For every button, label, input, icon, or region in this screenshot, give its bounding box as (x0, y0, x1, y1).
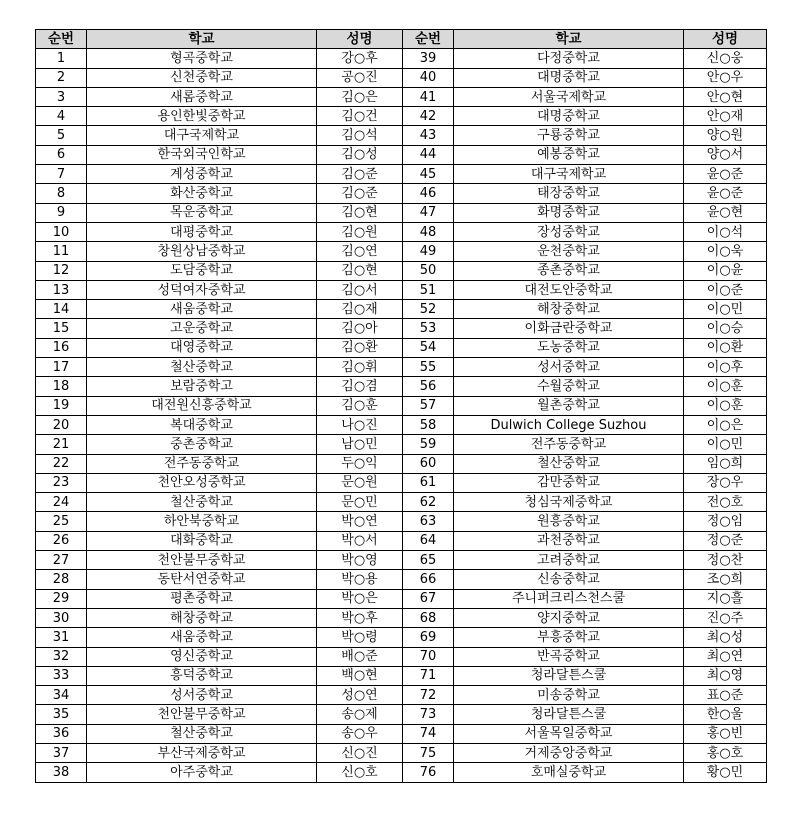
school-name-left: 복대중학교 (87, 415, 317, 434)
table-row (36, 435, 767, 454)
school-name-right: 대전도안중학교 (454, 280, 684, 299)
entry-no-left: 15 (36, 319, 87, 338)
school-name-right: 청라달튼스쿨 (454, 705, 684, 724)
entry-no-left: 11 (36, 242, 87, 261)
school-name-right: 주니퍼크리스천스쿨 (454, 589, 684, 608)
student-name-right: 정○임 (684, 512, 767, 531)
table-row (36, 87, 767, 106)
school-name-left: 대평중학교 (87, 222, 317, 241)
table-row (36, 763, 767, 782)
school-name-left: 천안불무중학교 (87, 705, 317, 724)
school-name-right: 과천중학교 (454, 531, 684, 550)
entry-no-left: 14 (36, 300, 87, 319)
table-row (36, 358, 767, 377)
school-name-left: 대화중학교 (87, 531, 317, 550)
entry-no-left: 29 (36, 589, 87, 608)
entry-no-right: 39 (403, 49, 454, 68)
school-name-left: 전주동중학교 (87, 454, 317, 473)
school-name-left: 창원상남중학교 (87, 242, 317, 261)
student-name-right: 정○찬 (684, 551, 767, 570)
entry-no-right: 46 (403, 184, 454, 203)
student-name-right: 홍○빈 (684, 724, 767, 743)
student-name-right: 윤○현 (684, 203, 767, 222)
table-row (36, 222, 767, 241)
student-name-left: 신○진 (317, 743, 403, 762)
school-name-right: 원흥중학교 (454, 512, 684, 531)
student-name-right: 조○희 (684, 570, 767, 589)
student-name-left: 나○진 (317, 415, 403, 434)
student-name-left: 강○후 (317, 49, 403, 68)
school-name-left: 부산국제중학교 (87, 743, 317, 762)
entry-no-right: 63 (403, 512, 454, 531)
student-name-left: 박○영 (317, 551, 403, 570)
school-name-left: 철산중학교 (87, 493, 317, 512)
school-name-left: 영신중학교 (87, 647, 317, 666)
student-name-right: 황○민 (684, 763, 767, 782)
entry-no-left: 32 (36, 647, 87, 666)
entry-no-left: 22 (36, 454, 87, 473)
school-name-right: 양지중학교 (454, 608, 684, 627)
school-name-right: 이화금란중학교 (454, 319, 684, 338)
student-name-right: 전○호 (684, 493, 767, 512)
school-name-right: 성서중학교 (454, 358, 684, 377)
table-row (36, 666, 767, 685)
student-name-right: 표○준 (684, 686, 767, 705)
school-name-right: 전주동중학교 (454, 435, 684, 454)
student-name-right: 이○석 (684, 222, 767, 241)
school-name-left: 한국외국인학교 (87, 145, 317, 164)
school-name-left: 목운중학교 (87, 203, 317, 222)
table-row (36, 415, 767, 434)
student-name-right: 이○민 (684, 435, 767, 454)
entry-no-right: 72 (403, 686, 454, 705)
header-school-left: 학교 (87, 30, 317, 49)
student-name-right: 안○우 (684, 68, 767, 87)
student-name-right: 정○준 (684, 531, 767, 550)
school-name-right: 예봉중학교 (454, 145, 684, 164)
student-name-right: 이○훈 (684, 377, 767, 396)
entry-no-right: 61 (403, 473, 454, 492)
school-name-left: 도담중학교 (87, 261, 317, 280)
table-row (36, 396, 767, 415)
entry-no-right: 54 (403, 338, 454, 357)
student-list-table (35, 29, 767, 783)
entry-no-right: 67 (403, 589, 454, 608)
entry-no-right: 74 (403, 724, 454, 743)
student-name-right: 안○현 (684, 87, 767, 106)
student-name-right: 이○윤 (684, 261, 767, 280)
entry-no-left: 7 (36, 165, 87, 184)
entry-no-left: 36 (36, 724, 87, 743)
table-row (36, 165, 767, 184)
school-name-right: 서울국제학교 (454, 87, 684, 106)
school-name-left: 동탄서연중학교 (87, 570, 317, 589)
school-name-right: 화명중학교 (454, 203, 684, 222)
header-name-left: 성명 (317, 30, 403, 49)
table-row (36, 68, 767, 87)
student-name-left: 남○민 (317, 435, 403, 454)
entry-no-right: 68 (403, 608, 454, 627)
entry-no-left: 30 (36, 608, 87, 627)
student-name-left: 성○연 (317, 686, 403, 705)
entry-no-left: 35 (36, 705, 87, 724)
school-name-right: 대구국제학교 (454, 165, 684, 184)
school-name-left: 보람중학고 (87, 377, 317, 396)
student-name-left: 박○서 (317, 531, 403, 550)
school-name-right: 태장중학교 (454, 184, 684, 203)
school-name-right: 철산중학교 (454, 454, 684, 473)
entry-no-right: 42 (403, 107, 454, 126)
school-name-left: 철산중학교 (87, 724, 317, 743)
student-name-right: 이○승 (684, 319, 767, 338)
header-school-right: 학교 (454, 30, 684, 49)
student-name-left: 공○진 (317, 68, 403, 87)
entry-no-right: 50 (403, 261, 454, 280)
table-row (36, 338, 767, 357)
header-no-left: 순번 (36, 30, 87, 49)
entry-no-left: 21 (36, 435, 87, 454)
school-name-left: 대구국제학교 (87, 126, 317, 145)
student-name-left: 박○은 (317, 589, 403, 608)
student-name-right: 지○흘 (684, 589, 767, 608)
entry-no-right: 70 (403, 647, 454, 666)
entry-no-left: 16 (36, 338, 87, 357)
table-row (36, 493, 767, 512)
student-name-right: 홍○호 (684, 743, 767, 762)
entry-no-left: 4 (36, 107, 87, 126)
school-name-right: 호매실중학교 (454, 763, 684, 782)
table-body (36, 49, 767, 782)
school-name-right: 감만중학교 (454, 473, 684, 492)
table-row (36, 377, 767, 396)
entry-no-left: 18 (36, 377, 87, 396)
entry-no-right: 73 (403, 705, 454, 724)
entry-no-left: 9 (36, 203, 87, 222)
school-name-left: 새움중학교 (87, 300, 317, 319)
entry-no-right: 45 (403, 165, 454, 184)
entry-no-left: 34 (36, 686, 87, 705)
student-name-left: 김○휘 (317, 358, 403, 377)
school-name-left: 고운중학교 (87, 319, 317, 338)
table-row (36, 589, 767, 608)
student-name-left: 김○아 (317, 319, 403, 338)
school-name-right: 반곡중학교 (454, 647, 684, 666)
student-name-right: 신○웅 (684, 49, 767, 68)
school-name-right: 다정중학교 (454, 49, 684, 68)
entry-no-right: 47 (403, 203, 454, 222)
entry-no-left: 1 (36, 49, 87, 68)
student-name-right: 최○연 (684, 647, 767, 666)
entry-no-left: 27 (36, 551, 87, 570)
entry-no-left: 5 (36, 126, 87, 145)
school-name-left: 성덕여자중학교 (87, 280, 317, 299)
table-row (36, 628, 767, 647)
entry-no-left: 8 (36, 184, 87, 203)
table-row (36, 512, 767, 531)
student-name-right: 이○민 (684, 300, 767, 319)
table-row (36, 49, 767, 68)
entry-no-right: 40 (403, 68, 454, 87)
student-name-right: 이○준 (684, 280, 767, 299)
student-name-left: 김○겸 (317, 377, 403, 396)
table-row (36, 319, 767, 338)
student-name-right: 안○재 (684, 107, 767, 126)
entry-no-right: 62 (403, 493, 454, 512)
entry-no-right: 57 (403, 396, 454, 415)
entry-no-right: 55 (403, 358, 454, 377)
entry-no-left: 3 (36, 87, 87, 106)
entry-no-right: 66 (403, 570, 454, 589)
student-name-left: 김○연 (317, 242, 403, 261)
school-name-right: 미송중학교 (454, 686, 684, 705)
entry-no-right: 75 (403, 743, 454, 762)
student-name-left: 김○준 (317, 184, 403, 203)
entry-no-right: 41 (403, 87, 454, 106)
student-name-right: 최○성 (684, 628, 767, 647)
entry-no-right: 49 (403, 242, 454, 261)
entry-no-left: 12 (36, 261, 87, 280)
school-name-left: 하안북중학교 (87, 512, 317, 531)
entry-no-right: 43 (403, 126, 454, 145)
school-name-right: 도농중학교 (454, 338, 684, 357)
entry-no-right: 48 (403, 222, 454, 241)
entry-no-right: 69 (403, 628, 454, 647)
student-name-right: 임○희 (684, 454, 767, 473)
student-name-left: 김○건 (317, 107, 403, 126)
student-name-right: 이○후 (684, 358, 767, 377)
table-row (36, 300, 767, 319)
entry-no-left: 37 (36, 743, 87, 762)
school-name-left: 신천중학교 (87, 68, 317, 87)
school-name-left: 대전원신흥중학교 (87, 396, 317, 415)
entry-no-left: 2 (36, 68, 87, 87)
school-name-right: 구룡중학교 (454, 126, 684, 145)
school-name-left: 흥덕중학교 (87, 666, 317, 685)
entry-no-right: 58 (403, 415, 454, 434)
table-row (36, 280, 767, 299)
school-name-left: 새움중학교 (87, 628, 317, 647)
student-name-left: 김○현 (317, 261, 403, 280)
school-name-left: 천안불무중학교 (87, 551, 317, 570)
school-name-right: 대명중학교 (454, 68, 684, 87)
school-name-right: 종촌중학교 (454, 261, 684, 280)
entry-no-right: 59 (403, 435, 454, 454)
student-name-right: 최○영 (684, 666, 767, 685)
header-name-right: 성명 (684, 30, 767, 49)
school-name-right: 청라달튼스쿨 (454, 666, 684, 685)
school-name-left: 해창중학교 (87, 608, 317, 627)
school-name-right: 청심국제중학교 (454, 493, 684, 512)
student-name-right: 이○은 (684, 415, 767, 434)
school-name-left: 중촌중학교 (87, 435, 317, 454)
entry-no-left: 19 (36, 396, 87, 415)
school-name-left: 철산중학교 (87, 358, 317, 377)
student-name-left: 김○원 (317, 222, 403, 241)
student-name-right: 장○우 (684, 473, 767, 492)
entry-no-left: 38 (36, 763, 87, 782)
table-row (36, 570, 767, 589)
student-name-left: 문○민 (317, 493, 403, 512)
student-name-left: 박○연 (317, 512, 403, 531)
entry-no-left: 13 (36, 280, 87, 299)
student-name-right: 이○훈 (684, 396, 767, 415)
student-name-right: 윤○준 (684, 165, 767, 184)
entry-no-right: 60 (403, 454, 454, 473)
student-name-left: 김○성 (317, 145, 403, 164)
student-list-container (35, 29, 767, 783)
entry-no-right: 51 (403, 280, 454, 299)
table-row (36, 724, 767, 743)
entry-no-right: 64 (403, 531, 454, 550)
entry-no-left: 31 (36, 628, 87, 647)
student-name-left: 박○용 (317, 570, 403, 589)
student-name-right: 양○원 (684, 126, 767, 145)
entry-no-right: 71 (403, 666, 454, 685)
student-name-left: 신○호 (317, 763, 403, 782)
header-no-right: 순번 (403, 30, 454, 49)
student-name-right: 이○욱 (684, 242, 767, 261)
entry-no-left: 25 (36, 512, 87, 531)
school-name-left: 성서중학교 (87, 686, 317, 705)
school-name-right: Dulwich College Suzhou (454, 415, 684, 434)
student-name-left: 김○준 (317, 165, 403, 184)
entry-no-left: 20 (36, 415, 87, 434)
student-name-left: 김○재 (317, 300, 403, 319)
student-name-right: 한○울 (684, 705, 767, 724)
table-row (36, 184, 767, 203)
student-name-left: 박○령 (317, 628, 403, 647)
school-name-left: 화산중학교 (87, 184, 317, 203)
entry-no-left: 23 (36, 473, 87, 492)
entry-no-left: 17 (36, 358, 87, 377)
student-name-right: 양○서 (684, 145, 767, 164)
student-name-left: 박○후 (317, 608, 403, 627)
school-name-left: 천안오성중학교 (87, 473, 317, 492)
entry-no-left: 26 (36, 531, 87, 550)
student-name-left: 김○환 (317, 338, 403, 357)
student-name-left: 백○현 (317, 666, 403, 685)
entry-no-right: 76 (403, 763, 454, 782)
school-name-right: 신송중학교 (454, 570, 684, 589)
table-row (36, 647, 767, 666)
entry-no-right: 44 (403, 145, 454, 164)
table-row (36, 705, 767, 724)
entry-no-left: 33 (36, 666, 87, 685)
school-name-left: 대영중학교 (87, 338, 317, 357)
entry-no-left: 6 (36, 145, 87, 164)
table-row (36, 242, 767, 261)
school-name-right: 운천중학교 (454, 242, 684, 261)
table-row (36, 608, 767, 627)
entry-no-right: 52 (403, 300, 454, 319)
table-row (36, 126, 767, 145)
school-name-right: 해창중학교 (454, 300, 684, 319)
table-row (36, 454, 767, 473)
student-name-left: 김○현 (317, 203, 403, 222)
entry-no-left: 28 (36, 570, 87, 589)
entry-no-right: 56 (403, 377, 454, 396)
student-name-left: 배○준 (317, 647, 403, 666)
entry-no-left: 24 (36, 493, 87, 512)
school-name-right: 월촌중학교 (454, 396, 684, 415)
student-name-left: 문○원 (317, 473, 403, 492)
school-name-right: 수월중학교 (454, 377, 684, 396)
table-row (36, 203, 767, 222)
table-row (36, 473, 767, 492)
student-name-left: 김○서 (317, 280, 403, 299)
student-name-left: 김○훈 (317, 396, 403, 415)
school-name-right: 고려중학교 (454, 551, 684, 570)
school-name-right: 서울목일중학교 (454, 724, 684, 743)
school-name-right: 부흥중학교 (454, 628, 684, 647)
table-row (36, 531, 767, 550)
school-name-right: 거제중앙중학교 (454, 743, 684, 762)
school-name-right: 대명중학교 (454, 107, 684, 126)
school-name-left: 형곡중학교 (87, 49, 317, 68)
table-row (36, 551, 767, 570)
table-row (36, 261, 767, 280)
table-row (36, 107, 767, 126)
student-name-left: 송○우 (317, 724, 403, 743)
student-name-left: 김○석 (317, 126, 403, 145)
school-name-right: 장성중학교 (454, 222, 684, 241)
student-name-left: 김○은 (317, 87, 403, 106)
entry-no-right: 53 (403, 319, 454, 338)
school-name-left: 계성중학교 (87, 165, 317, 184)
student-name-left: 송○제 (317, 705, 403, 724)
header-row (36, 30, 767, 49)
table-row (36, 743, 767, 762)
school-name-left: 아주중학교 (87, 763, 317, 782)
student-name-right: 진○주 (684, 608, 767, 627)
entry-no-left: 10 (36, 222, 87, 241)
table-row (36, 686, 767, 705)
table-row (36, 145, 767, 164)
school-name-left: 새롬중학교 (87, 87, 317, 106)
school-name-left: 평촌중학교 (87, 589, 317, 608)
student-name-right: 이○환 (684, 338, 767, 357)
entry-no-right: 65 (403, 551, 454, 570)
student-name-right: 윤○준 (684, 184, 767, 203)
student-name-left: 두○익 (317, 454, 403, 473)
school-name-left: 용인한빛중학교 (87, 107, 317, 126)
